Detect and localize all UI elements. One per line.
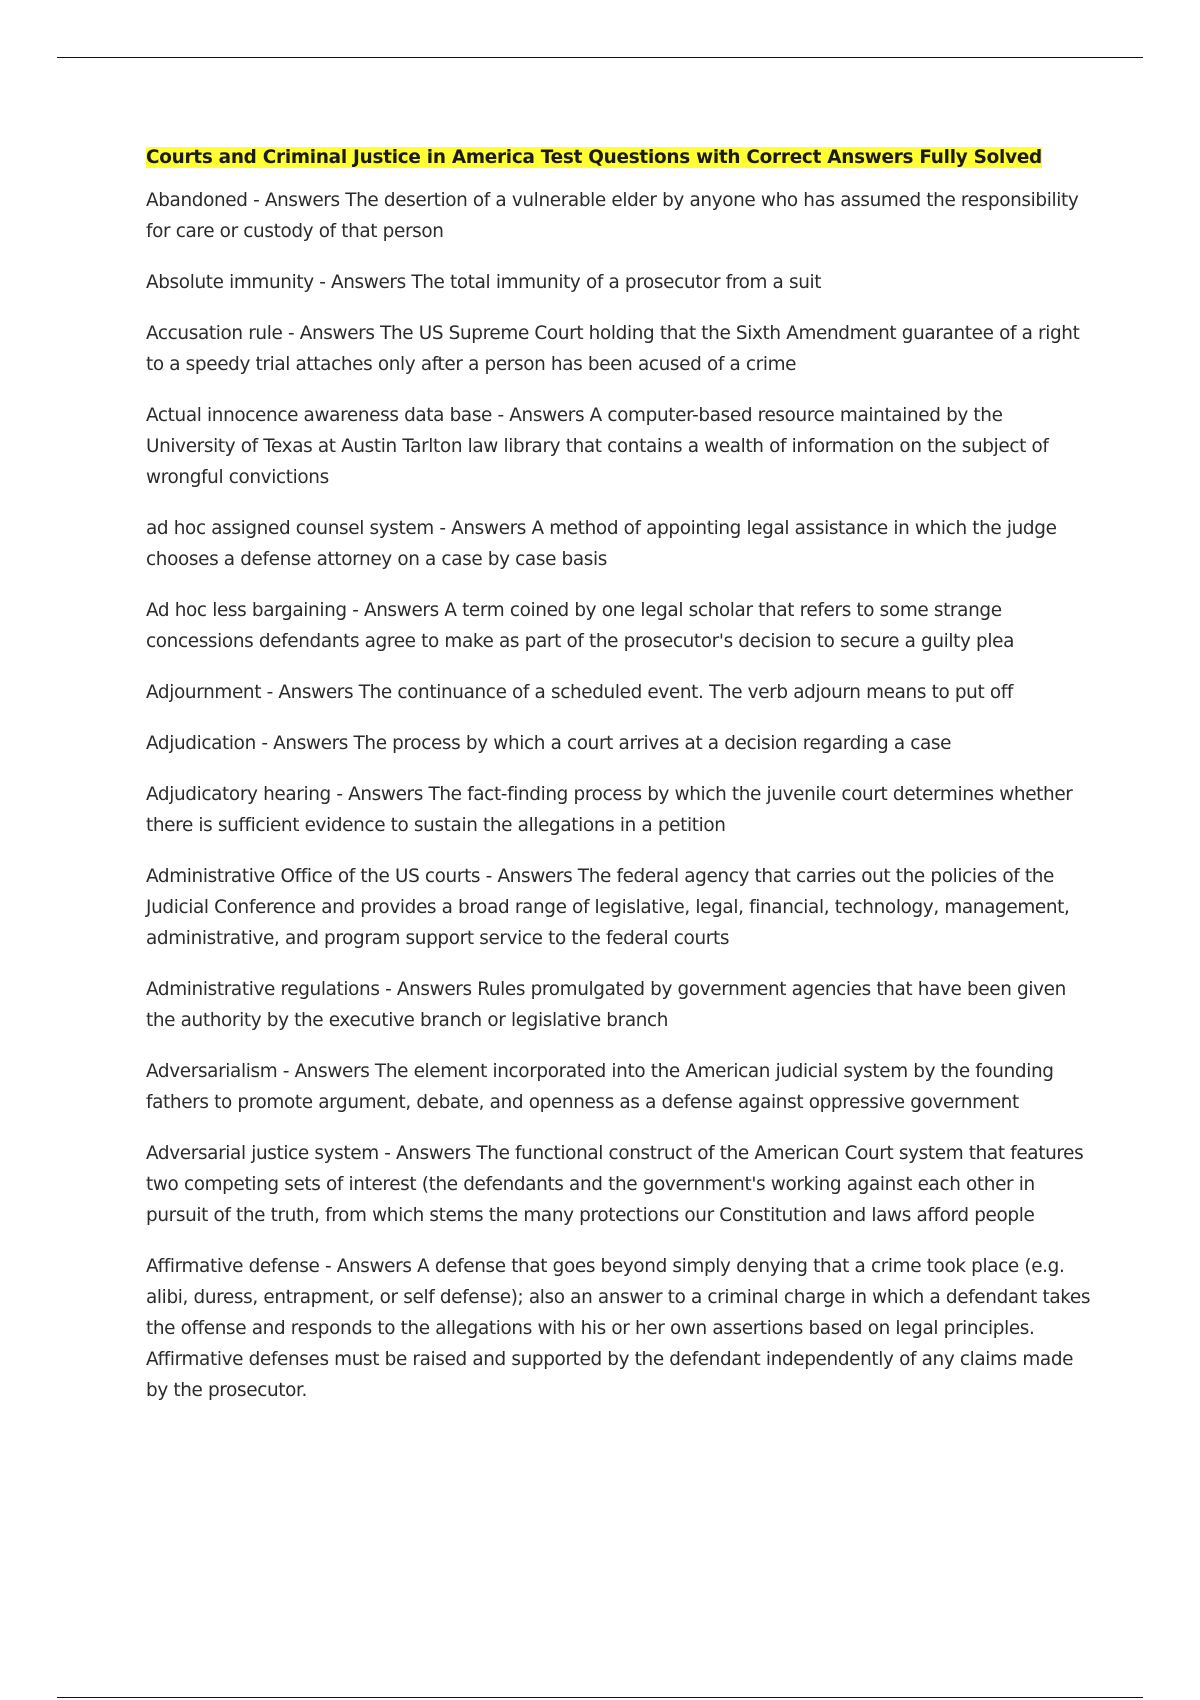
glossary-entry: Ad hoc less bargaining - Answers A term coined by one legal scholar that refers to some strange concessions defendants agree to make as part of the prosecutor's decision to secure a guilty plea xyxy=(146,600,1015,652)
glossary-entry: Administrative Office of the US courts - Answers The federal agency that carries out the policies of the Judicial Conference and provides a broad range of legislative, legal, financial, technology, management, administrative, and program support service to the federal courts xyxy=(146,866,1070,949)
header-rule xyxy=(57,57,1143,58)
glossary-entry: Adversarialism - Answers The element incorporated into the American judicial system by the founding fathers to promote argument, debate, and openness as a defense against oppressive government xyxy=(146,1061,1054,1113)
footer-rule xyxy=(57,1697,1143,1698)
glossary-entry: Administrative regulations - Answers Rules promulgated by government agencies that have been given the authority by the executive branch or legislative branch xyxy=(146,979,1066,1031)
glossary-entry: Abandoned - Answers The desertion of a vulnerable elder by anyone who has assumed the responsibility for care or custody of that person xyxy=(146,190,1079,242)
glossary-entry: Actual innocence awareness data base - Answers A computer-based resource maintained by the University of Texas at Austin Tarlton law library that contains a wealth of information on the subject of wrongful convictions xyxy=(146,405,1049,488)
glossary-entry: Absolute immunity - Answers The total immunity of a prosecutor from a suit xyxy=(146,272,822,293)
glossary-entry: Affirmative defense - Answers A defense that goes beyond simply denying that a crime took place (e.g. alibi, duress, entrapment, or self defense); also an answer to a criminal charge in which a defendant takes the offense and responds to the allegations with his or her own assertions based on legal principles. Affirmative defenses must be raised and supported by the defendant independently of any claims made by the prosecutor. xyxy=(146,1256,1091,1401)
document-body xyxy=(146,144,1092,1426)
glossary-entry: Adversarial justice system - Answers The functional construct of the American Court system that features two competing sets of interest (the defendants and the government's working against each other in pursuit of the truth, from which stems the many protections our Constitution and laws afford people xyxy=(146,1143,1084,1226)
glossary-entry: Adjudicatory hearing - Answers The fact-finding process by which the juvenile court determines whether there is sufficient evidence to sustain the allegations in a petition xyxy=(146,784,1073,836)
document-title: Courts and Criminal Justice in America Test Questions with Correct Answers Fully Solved xyxy=(146,147,1042,168)
glossary-entry: ad hoc assigned counsel system - Answers A method of appointing legal assistance in which the judge chooses a defense attorney on a case by case basis xyxy=(146,518,1057,570)
glossary-entry: Adjudication - Answers The process by which a court arrives at a decision regarding a case xyxy=(146,733,952,754)
glossary-entry: Accusation rule - Answers The US Supreme Court holding that the Sixth Amendment guarantee of a right to a speedy trial attaches only after a person has been acused of a crime xyxy=(146,323,1080,375)
glossary-entry: Adjournment - Answers The continuance of a scheduled event. The verb adjourn means to put off xyxy=(146,682,1013,703)
